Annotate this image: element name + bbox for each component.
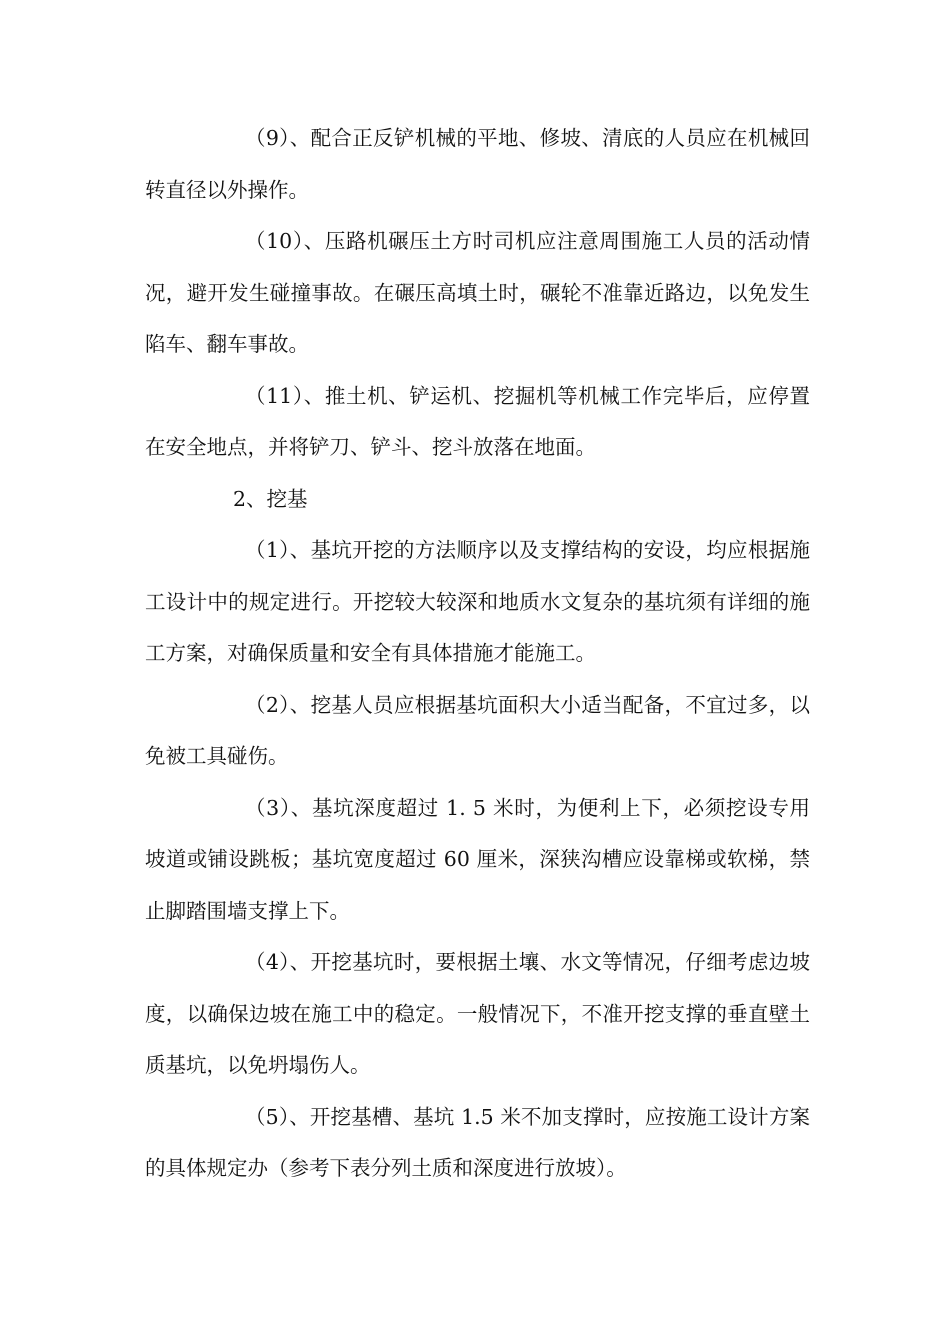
paragraph-item-11: （11）、推土机、铲运机、挖掘机等机械工作完毕后，应停置在安全地点，并将铲刀、铲斗、挖斗放落在地面。 — [145, 383, 810, 459]
paragraph-item-4: （4）、开挖基坑时，要根据土壤、水文等情况，仔细考虑边坡度，以确保边坡在施工中的稳定。一般情况下，不准开挖支撑的垂直壁土质基坑，以免坍塌伤人。 — [145, 950, 810, 1077]
paragraph-item-3: （3）、基坑深度超过 1. 5 米时，为便利上下，必须挖设专用坡道或铺设跳板；基坑宽度超过 60 厘米，深狭沟槽应设靠梯或软梯，禁止脚踏围墙支撑上下。 — [145, 795, 810, 923]
paragraph-item-9: （9）、配合正反铲机械的平地、修坡、清底的人员应在机械回转直径以外操作。 — [145, 126, 810, 202]
document-body — [145, 113, 810, 1195]
section-heading: 2、挖基 — [233, 486, 308, 511]
paragraph-item-5: （5）、开挖基槽、基坑 1.5 米不加支撑时，应按施工设计方案的具体规定办（参考下表分列土质和深度进行放坡）。 — [145, 1104, 810, 1180]
paragraph-item-1: （1）、基坑开挖的方法顺序以及支撑结构的安设，均应根据施工设计中的规定进行。开挖较大较深和地质水文复杂的基坑须有详细的施工方案，对确保质量和安全有具体措施才能施工。 — [145, 538, 810, 665]
paragraph-item-10: （10）、压路机碾压土方时司机应注意周围施工人员的活动情况，避开发生碰撞事故。在碾压高填土时，碾轮不准靠近路边，以免发生陷车、翻车事故。 — [145, 229, 810, 356]
paragraph-item-2: （2）、挖基人员应根据基坑面积大小适当配备，不宜过多，以免被工具碰伤。 — [145, 692, 810, 768]
